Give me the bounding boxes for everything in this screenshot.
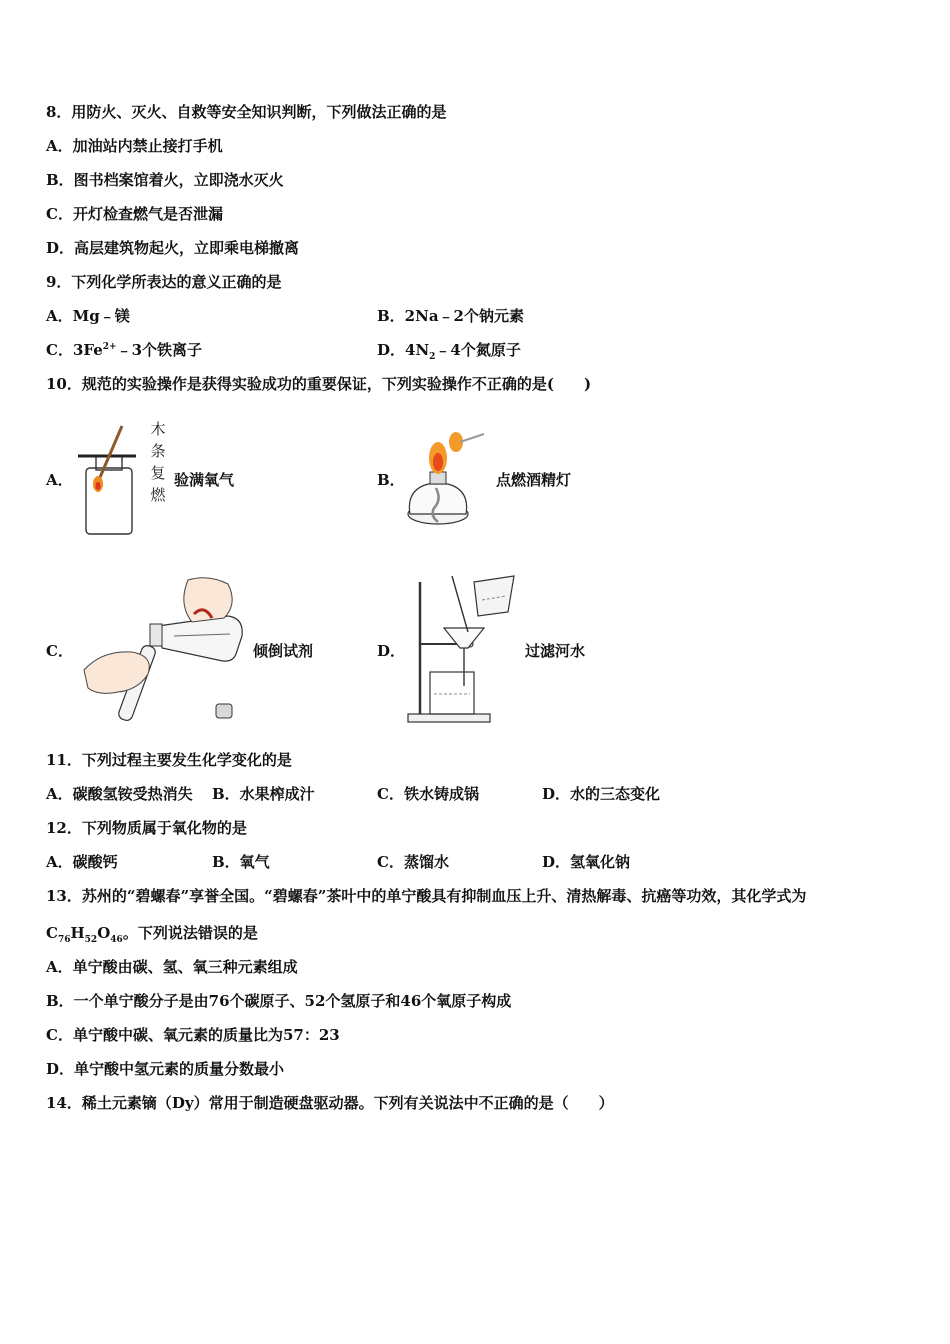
q8-option-d: D．高层建筑物起火，立即乘电梯撤离 bbox=[46, 239, 300, 257]
filtration-figure bbox=[406, 574, 522, 726]
q11-option-c: C．铁水铸成锅 bbox=[377, 785, 479, 803]
q12-stem: 12．下列物质属于氧化物的是 bbox=[46, 819, 247, 837]
q8-stem: 8．用防火、灭火、自救等安全知识判断，下列做法正确的是 bbox=[46, 103, 447, 121]
q10-option-d-letter: D． bbox=[377, 642, 406, 660]
q10-option-a-letter: A． bbox=[46, 471, 73, 489]
figure-label-mu: 木 bbox=[150, 420, 166, 438]
q11-stem: 11．下列过程主要发生化学变化的是 bbox=[46, 751, 292, 769]
q13-option-d: D．单宁酸中氢元素的质量分数最小 bbox=[46, 1060, 285, 1078]
q11-option-d: D．水的三态变化 bbox=[542, 785, 661, 803]
q13-formula-line: $C_{76}H_{52}O_{46}$。下列说法错误的是 bbox=[46, 924, 258, 945]
q9-stem: 9．下列化学所表达的意义正确的是 bbox=[46, 273, 282, 291]
q9-option-a: A．Mg﹣镁 bbox=[46, 307, 130, 325]
q13-option-a: A．单宁酸由碳、氢、氧三种元素组成 bbox=[46, 958, 298, 976]
q12-option-a: A．碳酸钙 bbox=[46, 853, 118, 871]
q10-option-c-caption: 倾倒试剂 bbox=[253, 642, 314, 660]
q10-option-d-caption: 过滤河水 bbox=[525, 642, 586, 660]
figure-label-ran: 燃 bbox=[150, 486, 166, 504]
figure-label-tiao: 条 bbox=[150, 442, 166, 460]
q9-option-c: C．$3Fe^{2+}﹣3$个铁离子 bbox=[46, 341, 203, 359]
q11-option-a: A．碳酸氢铵受热消失 bbox=[46, 785, 193, 803]
q10-option-b-caption: 点燃酒精灯 bbox=[496, 471, 572, 489]
pouring-reagent-figure bbox=[78, 574, 250, 724]
alcohol-lamp-figure bbox=[402, 428, 486, 532]
q10-option-a-caption: 验满氧气 bbox=[174, 471, 235, 489]
q10-stem: 10．规范的实验操作是获得实验成功的重要保证，下列实验操作不正确的是( ) bbox=[46, 375, 592, 393]
q10-option-b-letter: B． bbox=[377, 471, 405, 489]
q14-stem: 14．稀土元素镝（Dy）常用于制造硬盘驱动器。下列有关说法中不正确的是（ ） bbox=[46, 1094, 614, 1112]
q11-option-b: B．水果榨成汁 bbox=[212, 785, 315, 803]
figure-label-fu: 复 bbox=[150, 464, 166, 482]
oxygen-bottle-figure bbox=[78, 418, 174, 540]
q10-option-c-letter: C． bbox=[46, 642, 73, 660]
q12-option-d: D．氢氧化钠 bbox=[542, 853, 631, 871]
q12-option-b: B．氧气 bbox=[212, 853, 270, 871]
q9-option-b: B．2Na﹣2个钠元素 bbox=[377, 307, 524, 325]
q13-option-c: C．单宁酸中碳、氧元素的质量比为57：23 bbox=[46, 1026, 340, 1044]
q13-stem: 13．苏州的“碧螺春”享誉全国。“碧螺春”茶叶中的单宁酸具有抑制血压上升、清热解毒、抗癌等功效，其化学式为 bbox=[46, 887, 807, 905]
q12-option-c: C．蒸馏水 bbox=[377, 853, 449, 871]
q8-option-c: C．开灯检查燃气是否泄漏 bbox=[46, 205, 223, 223]
q13-option-b: B．一个单宁酸分子是由76个碳原子、52个氢原子和46个氧原子构成 bbox=[46, 992, 512, 1010]
q8-option-b: B．图书档案馆着火，立即浇水灭火 bbox=[46, 171, 284, 189]
q8-option-a: A．加油站内禁止接打手机 bbox=[46, 137, 223, 155]
q9-option-d: D．$4N_2﹣4$个氮原子 bbox=[377, 341, 521, 362]
